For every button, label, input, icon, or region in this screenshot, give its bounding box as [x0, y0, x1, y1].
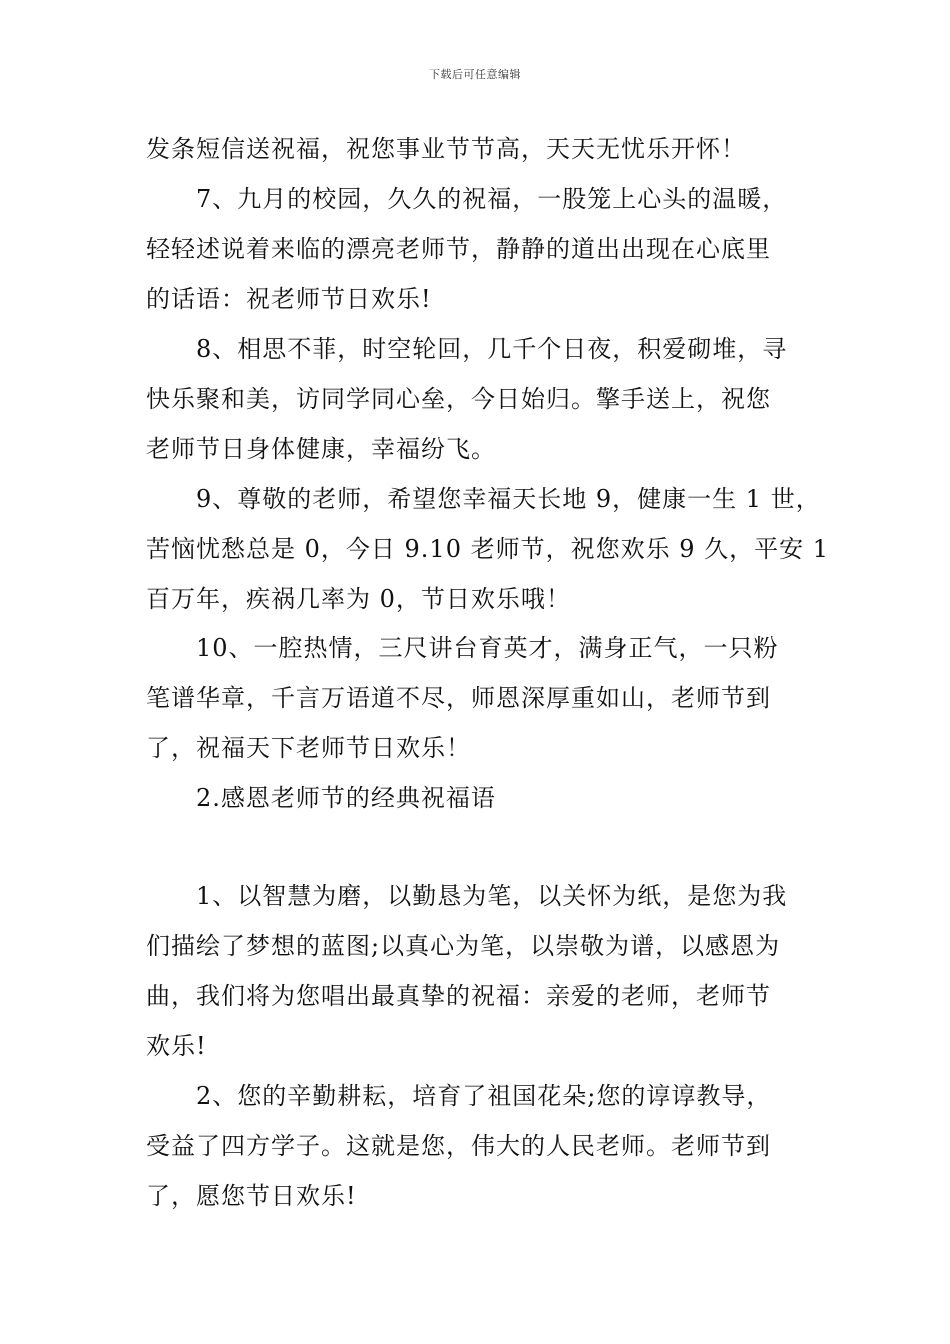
text-line: 老师节日身体健康，幸福纷飞。	[146, 435, 496, 463]
text-line: 苦恼忧愁总是 0，今日 9.10 老师节，祝您欢乐 9 久，平安 1	[146, 535, 830, 563]
text-line: 受益了四方学子。这就是您，伟大的人民老师。老师节到	[146, 1132, 771, 1160]
text-line: 了，祝福天下老师节日欢乐！	[146, 734, 471, 762]
section-heading: 2.感恩老师节的经典祝福语	[196, 784, 496, 812]
text-line: 笔谱华章，千言万语道不尽，师恩深厚重如山，老师节到	[146, 684, 771, 712]
text-line: 了，愿您节日欢乐!	[146, 1182, 357, 1210]
text-line: 们描绘了梦想的蓝图;以真心为笔，以崇敬为谱，以感恩为	[146, 932, 781, 960]
text-line: 曲，我们将为您唱出最真挚的祝福：亲爱的老师，老师节	[146, 982, 771, 1010]
text-line: 2、您的辛勤耕耘，培育了祖国花朵;您的谆谆教导，	[196, 1082, 772, 1110]
text-line: 的话语：祝老师节日欢乐!	[146, 285, 432, 313]
page-header: 下载后可任意编辑	[429, 68, 521, 81]
text-line: 7、九月的校园，久久的祝福，一股笼上心头的温暖，	[196, 185, 788, 213]
text-line: 欢乐!	[146, 1032, 207, 1060]
text-line: 8、相思不菲，时空轮回，几千个日夜，积爱砌堆，寻	[196, 335, 788, 363]
text-line: 快乐聚和美，访同学同心垒，今日始归。擎手送上，祝您	[146, 385, 771, 413]
text-line: 1、以智慧为磨，以勤恳为笔，以关怀为纸，是您为我	[196, 882, 788, 910]
text-line: 10、一腔热情，三尺讲台育英才，满身正气，一只粉	[196, 634, 779, 662]
text-line: 9、尊敬的老师，希望您幸福天长地 9，健康一生 1 世，	[196, 485, 821, 513]
text-line: 发条短信送祝福，祝您事业节节高，天天无忧乐开怀！	[146, 135, 746, 163]
text-line: 轻轻述说着来临的漂亮老师节，静静的道出出现在心底里	[146, 235, 771, 263]
text-line: 百万年，疾祸几率为 0，节日欢乐哦！	[146, 585, 571, 613]
